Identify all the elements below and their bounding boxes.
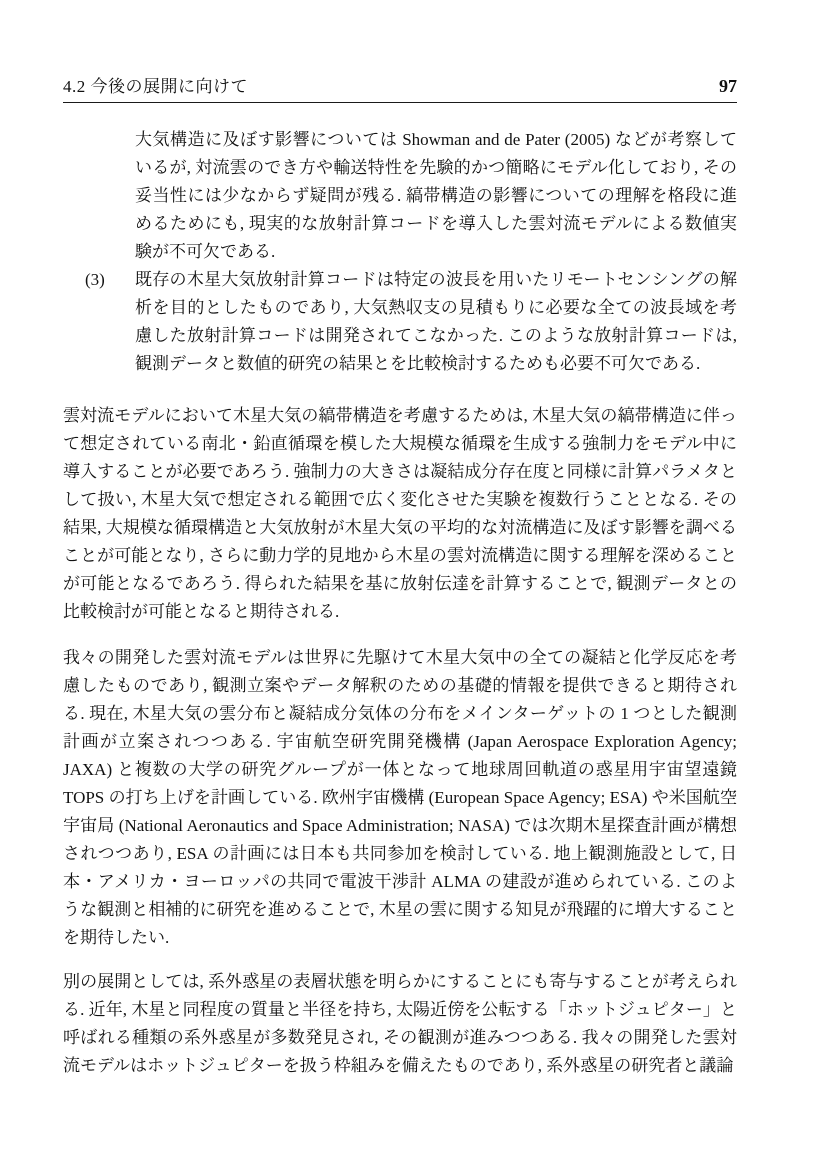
page-number: 97 bbox=[719, 76, 737, 96]
page-header bbox=[63, 76, 737, 103]
list-item-3-label: (3) bbox=[85, 270, 105, 289]
paragraph-2: 我々の開発した雲対流モデルは世界に先駆けて木星大気中の全ての凝結と化学反応を考慮したものであり, 観測立案やデータ解釈のための基礎的情報を提供できると期待される. 現在, 木星大気の雲分布と凝結成分気体の分布をメインターゲットの 1 つとした観測計画が立案されつつある. 宇宙航空研究開発機構 (Japan Aerospace Exploration Agency; JAXA) と複数の大学の研究グループが一体となって地球周回軌道の惑星用宇宙望遠鏡 TOPS の打ち上げを計画している. 欧州宇宙機構 (European Space Agency; ESA) や米国航空宇宙局 (National Aeronautics and Space Administration; NASA) では次期木星探査計画が構想されつつあり, ESA の計画には日本も共同参加を検討している. 地上観測施設として, 日本・アメリカ・ヨーロッパの共同で電波干渉計 ALMA の建設が進められている. このような観測と相補的に研究を進めることで, 木星の雲に関する知見が飛躍的に増大することを期待したい. bbox=[63, 648, 737, 947]
list-item-3 bbox=[85, 266, 737, 378]
list-area bbox=[85, 126, 737, 378]
item-continuation-paragraph: 大気構造に及ぼす影響については Showman and de Pater (2005) などが考察しているが, 対流雲のでき方や輸送特性を先験的かつ簡略にモデル化しており, その妥当性には少なからず疑問が残る. 縞帯構造の影響についての理解を格段に進めるためにも, 現実的な放射計算コードを導入した雲対流モデルによる数値実験が不可欠である. bbox=[135, 130, 737, 261]
section-heading: 4.2 今後の展開に向けて bbox=[63, 77, 248, 96]
list-item-3-text: 既存の木星大気放射計算コードは特定の波長を用いたリモートセンシングの解析を目的としたものであり, 大気熱収支の見積もりに必要な全ての波長域を考慮した放射計算コードは開発されてこなかった. このような放射計算コードは, 観測データと数値的研究の結果とを比較検討するためも必要不可欠である. bbox=[135, 270, 737, 373]
paragraph-1: 雲対流モデルにおいて木星大気の縞帯構造を考慮するためは, 木星大気の縞帯構造に伴って想定されている南北・鉛直循環を模した大規模な循環を生成する強制力をモデル中に導入することが必要であろう. 強制力の大きさは凝結成分存在度と同様に計算パラメタとして扱い, 木星大気で想定される範囲で広く変化させた実験を複数行うこととなる. その結果, 大規模な循環構造と大気放射が木星大気の平均的な対流構造に及ぼす影響を調べることが可能となり, さらに動力学的見地から木星の雲対流構造に関する理解を深めることが可能となるであろう. 得られた結果を基に放射伝達を計算することで, 観測データとの比較検討が可能となると期待される. bbox=[63, 406, 737, 621]
paragraph-3: 別の展開としては, 系外惑星の表層状態を明らかにすることにも寄与することが考えられる. 近年, 木星と同程度の質量と半径を持ち, 太陽近傍を公転する「ホットジュピター」と呼ばれる種類の系外惑星が多数発見され, その観測が進みつつある. 我々の開発した雲対流モデルはホットジュピターを扱う枠組みを備えたものであり, 系外惑星の研究者と議論 bbox=[63, 972, 737, 1075]
